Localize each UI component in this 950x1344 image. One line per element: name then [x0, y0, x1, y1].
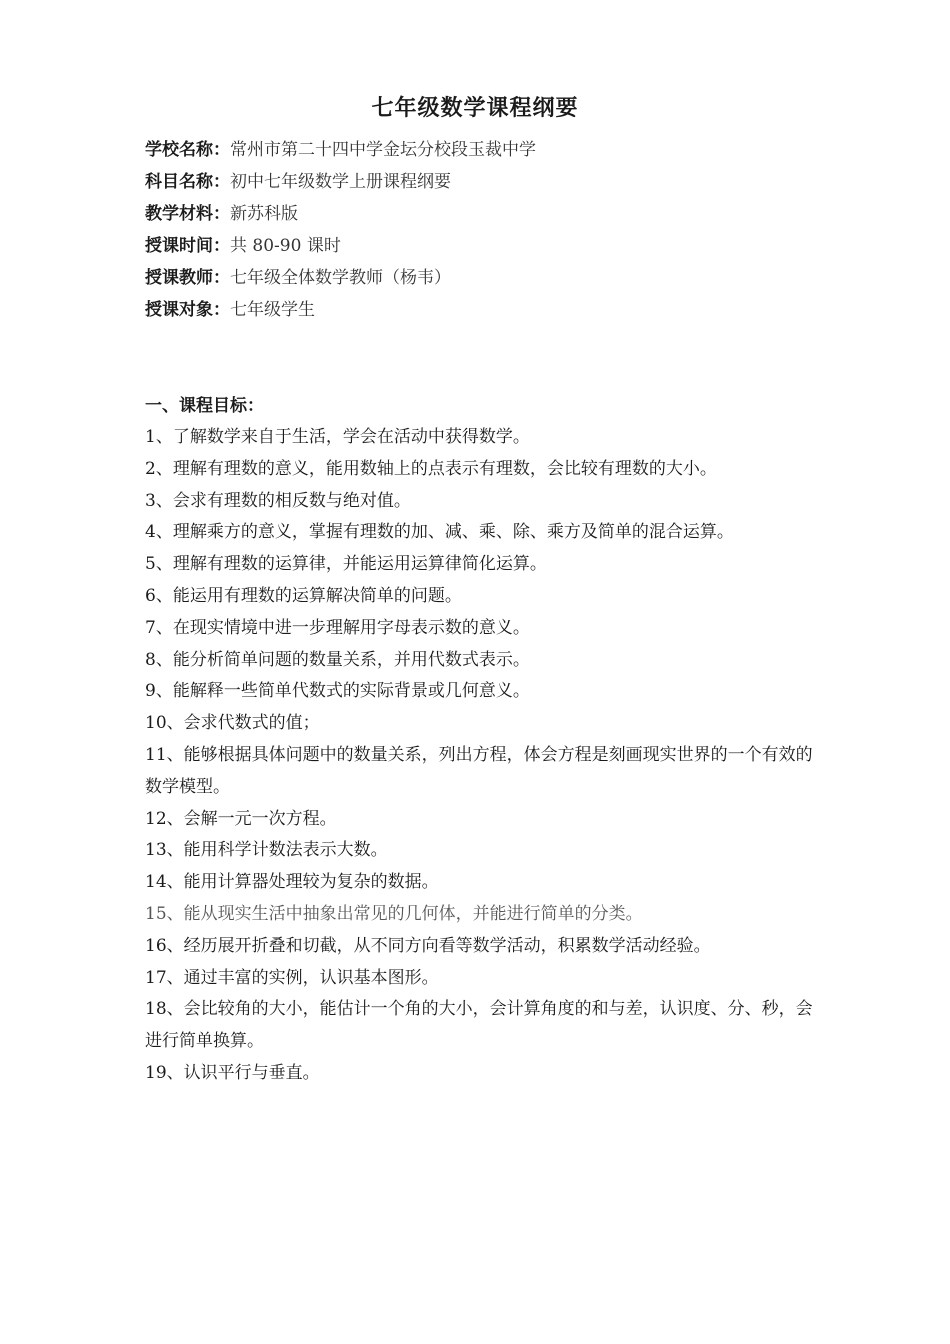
goal-item: 5、理解有理数的运算律，并能运用运算律简化运算。	[145, 554, 547, 575]
course-goals-section	[145, 390, 825, 1090]
section-heading: 一、课程目标：	[145, 396, 264, 416]
goal-item: 18、会比较角的大小，能估计一个角的大小，会计算角度的和与差，认识度、分、秒，会进行简单换算。	[145, 999, 813, 1052]
info-value: 共 80-90 课时	[230, 236, 341, 256]
goal-item: 10、会求代数式的值；	[145, 713, 320, 734]
info-row-hours	[145, 230, 825, 262]
goal-item: 16、经历展开折叠和切截，从不同方向看等数学活动，积累数学活动经验。	[145, 935, 711, 956]
goal-item: 13、能用科学计数法表示大数。	[145, 840, 388, 861]
info-row-teacher	[145, 262, 825, 294]
goal-item: 7、在现实情境中进一步理解用字母表示数的意义。	[145, 617, 530, 638]
goal-item: 8、能分析简单问题的数量关系，并用代数式表示。	[145, 649, 530, 670]
info-row-materials	[145, 198, 825, 230]
goal-item: 14、能用计算器处理较为复杂的数据。	[145, 872, 439, 893]
goal-item: 15、能从现实生活中抽象出常见的几何体，并能进行简单的分类。	[145, 903, 643, 924]
document-title: 七年级数学课程纲要	[371, 96, 579, 121]
info-row-subject	[145, 166, 825, 198]
goal-item: 4、理解乘方的意义，掌握有理数的加、减、乘、除、乘方及简单的混合运算。	[145, 522, 734, 543]
info-value: 七年级全体数学教师（杨韦）	[230, 268, 451, 288]
course-info	[145, 134, 825, 326]
goal-item: 2、理解有理数的意义，能用数轴上的点表示有理数，会比较有理数的大小。	[145, 458, 717, 479]
info-label: 授课时间：	[145, 236, 230, 256]
goal-item: 19、认识平行与垂直。	[145, 1062, 320, 1083]
info-value: 新苏科版	[230, 204, 298, 224]
info-label: 学校名称：	[145, 140, 230, 160]
info-value: 初中七年级数学上册课程纲要	[230, 172, 451, 192]
goal-item: 3、会求有理数的相反数与绝对值。	[145, 490, 411, 511]
info-value: 七年级学生	[230, 300, 315, 320]
goal-item: 1、了解数学来自于生活，学会在活动中获得数学。	[145, 427, 530, 447]
info-label: 科目名称：	[145, 172, 230, 192]
info-label: 教学材料：	[145, 204, 230, 224]
goal-item: 17、通过丰富的实例，认识基本图形。	[145, 967, 439, 988]
info-row-audience	[145, 294, 825, 326]
info-label: 授课教师：	[145, 268, 230, 288]
info-row-school	[145, 134, 825, 166]
info-value: 常州市第二十四中学金坛分校段玉裁中学	[230, 140, 536, 160]
info-label: 授课对象：	[145, 300, 230, 320]
goal-item: 9、能解释一些简单代数式的实际背景或几何意义。	[145, 681, 530, 702]
goal-item: 12、会解一元一次方程。	[145, 808, 337, 829]
goal-item: 11、能够根据具体问题中的数量关系，列出方程，体会方程是刻画现实世界的一个有效的数学模型。	[145, 744, 813, 797]
goal-item: 6、能运用有理数的运算解决简单的问题。	[145, 585, 462, 606]
